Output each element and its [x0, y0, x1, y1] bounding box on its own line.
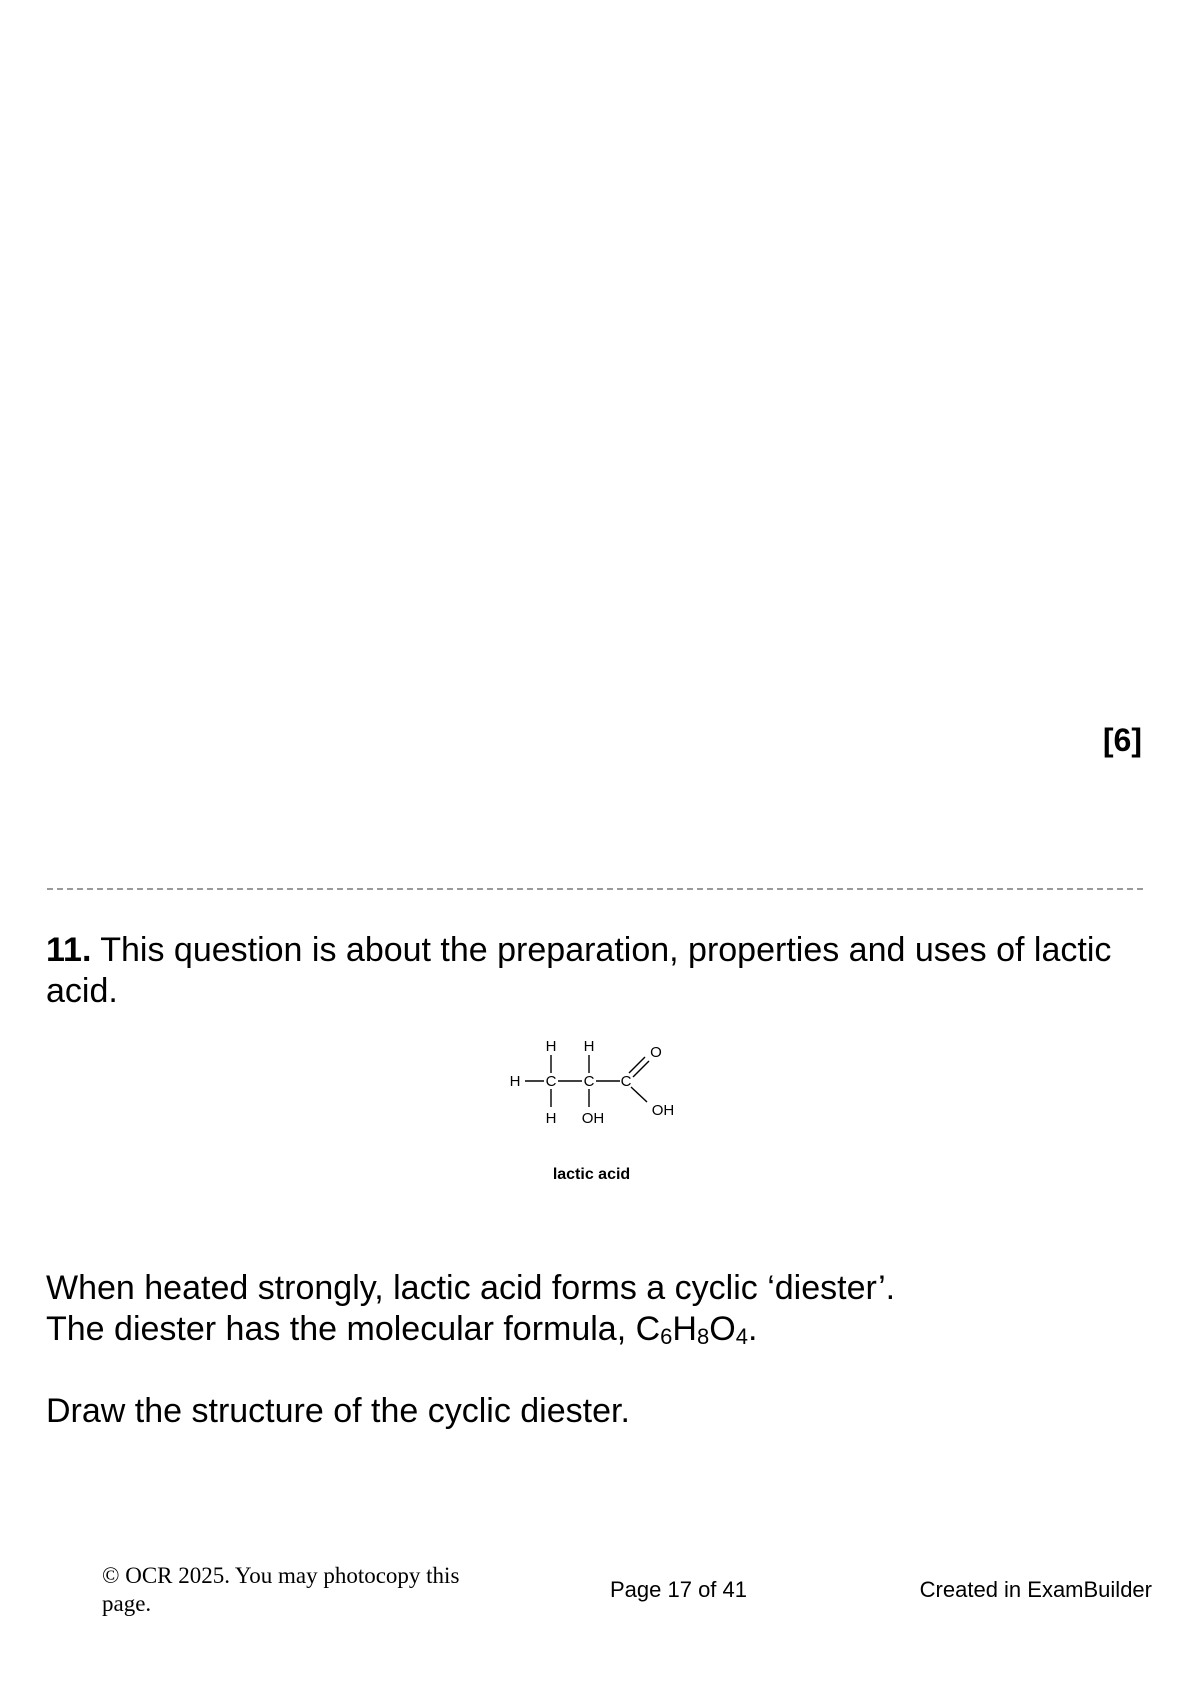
bond-c3-oh: [631, 1087, 647, 1102]
atom-c1: C: [545, 1073, 557, 1090]
bond-c3-o-b: [633, 1061, 649, 1077]
bond-c3-o-a: [629, 1057, 645, 1073]
atom-oh-acid: OH: [651, 1102, 675, 1119]
atom-h-left: H: [509, 1073, 521, 1090]
diester-description: [46, 1268, 895, 1350]
atom-h-c2-top: H: [583, 1038, 595, 1055]
question-divider: [47, 888, 1143, 890]
molecule-caption: lactic acid: [552, 1166, 631, 1183]
formula-o: O: [709, 1310, 736, 1348]
question-text: This question is about the preparation, properties and uses of lactic acid.: [46, 931, 1112, 1010]
atom-h-c1-top: H: [545, 1038, 557, 1055]
lactic-acid-structure: [495, 1035, 720, 1193]
subscript-c: 6: [660, 1324, 673, 1349]
atom-c2: C: [583, 1073, 595, 1090]
formula-suffix: .: [747, 1310, 758, 1348]
question-number: 11.: [46, 931, 92, 969]
marks-label: [6]: [1102, 722, 1142, 758]
atom-c3: C: [620, 1073, 632, 1090]
subscript-h: 8: [696, 1324, 710, 1349]
footer-copyright: © OCR 2025. You may photocopy this page.: [102, 1563, 460, 1616]
question-stem: [46, 930, 1146, 1012]
subscript-o: 4: [735, 1324, 748, 1349]
atom-h-c1-bottom: H: [545, 1110, 557, 1127]
atom-o-carbonyl: O: [650, 1044, 662, 1061]
lactic-acid-diagram: [495, 1035, 720, 1165]
formula-h: H: [672, 1310, 697, 1348]
atom-oh-c2: OH: [581, 1110, 605, 1127]
formula-prefix: The diester has the molecular formula, C: [46, 1310, 661, 1348]
footer-page-number: Page 17 of 41: [610, 1577, 748, 1602]
diester-line-1: When heated strongly, lactic acid forms a cyclic ‘diester’.: [46, 1269, 896, 1307]
question-instruction: Draw the structure of the cyclic diester.: [46, 1392, 630, 1430]
footer-creator: Created in ExamBuilder: [919, 1577, 1152, 1602]
diester-line-2: [46, 1309, 895, 1350]
